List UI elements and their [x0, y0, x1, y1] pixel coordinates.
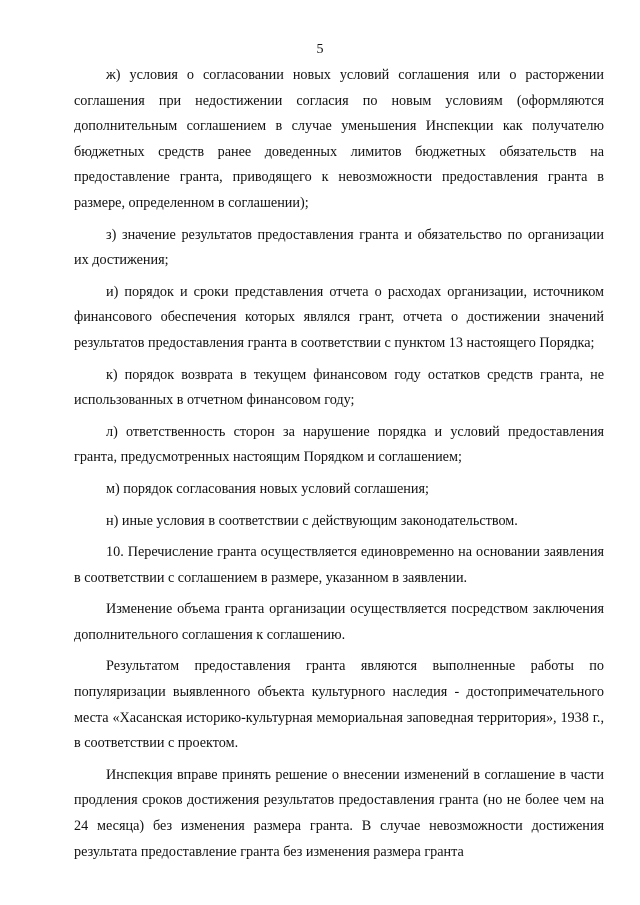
paragraph-m: м) порядок согласования новых условий соглашения; — [106, 480, 429, 497]
paragraph-change-volume: Изменение объема гранта организации осуществляется посредством заключения дополнительного соглашения к соглашению. — [74, 601, 604, 643]
paragraph-zh: ж) условия о согласовании новых условий соглашения или о расторжении соглашения при недостижении согласия по новым условиям (оформляются дополнительным соглашением в случае уменьшения Инспекции как получателю бюджетных средств ранее доведенных лимитов бюджетных обязательств на предоставление гранта, приводящего к невозможности предоставления гранта в размере, определенном в соглашении); — [74, 67, 604, 211]
paragraph-z: з) значение результатов предоставления гранта и обязательство по организации их достижения; — [74, 226, 604, 269]
paragraph-result: Результатом предоставления гранта являются выполненные работы по популяризации выявленного объекта культурного наследия - достопримечательного места «Хасанская историко-культурная мемориальная заповедная территория», 1938 г., в соответствии с проектом. — [74, 658, 604, 752]
paragraph-inspection: Инспекция вправе принять решение о внесении изменений в соглашение в части продления сроков достижения результатов предоставления гранта (но не более чем на 24 месяца) без изменения размера гранта. В случае невозможности достижения результата предоставление гранта без изменения размера гранта — [74, 766, 604, 860]
paragraph-l: л) ответственность сторон за нарушение порядка и условий предоставления гранта, предусмотренных настоящим Порядком и соглашением; — [74, 423, 604, 466]
paragraph-n: н) иные условия в соответствии с действующим законодательством. — [106, 512, 518, 529]
page-number: 5 — [316, 42, 324, 57]
paragraph-10: 10. Перечисление гранта осуществляется единовременно на основании заявления в соответствии с соглашением в размере, указанном в заявлении. — [74, 544, 604, 586]
document-body — [74, 63, 604, 865]
paragraph-k: к) порядок возврата в текущем финансовом году остатков средств гранта, не использованных в отчетном финансовом году; — [74, 366, 604, 409]
paragraph-i: и) порядок и сроки представления отчета о расходах организации, источником финансового обеспечения которых являлся грант, отчета о достижении значений результатов предоставления гранта в соответствии с пунктом 13 настоящего Порядка; — [74, 283, 604, 351]
